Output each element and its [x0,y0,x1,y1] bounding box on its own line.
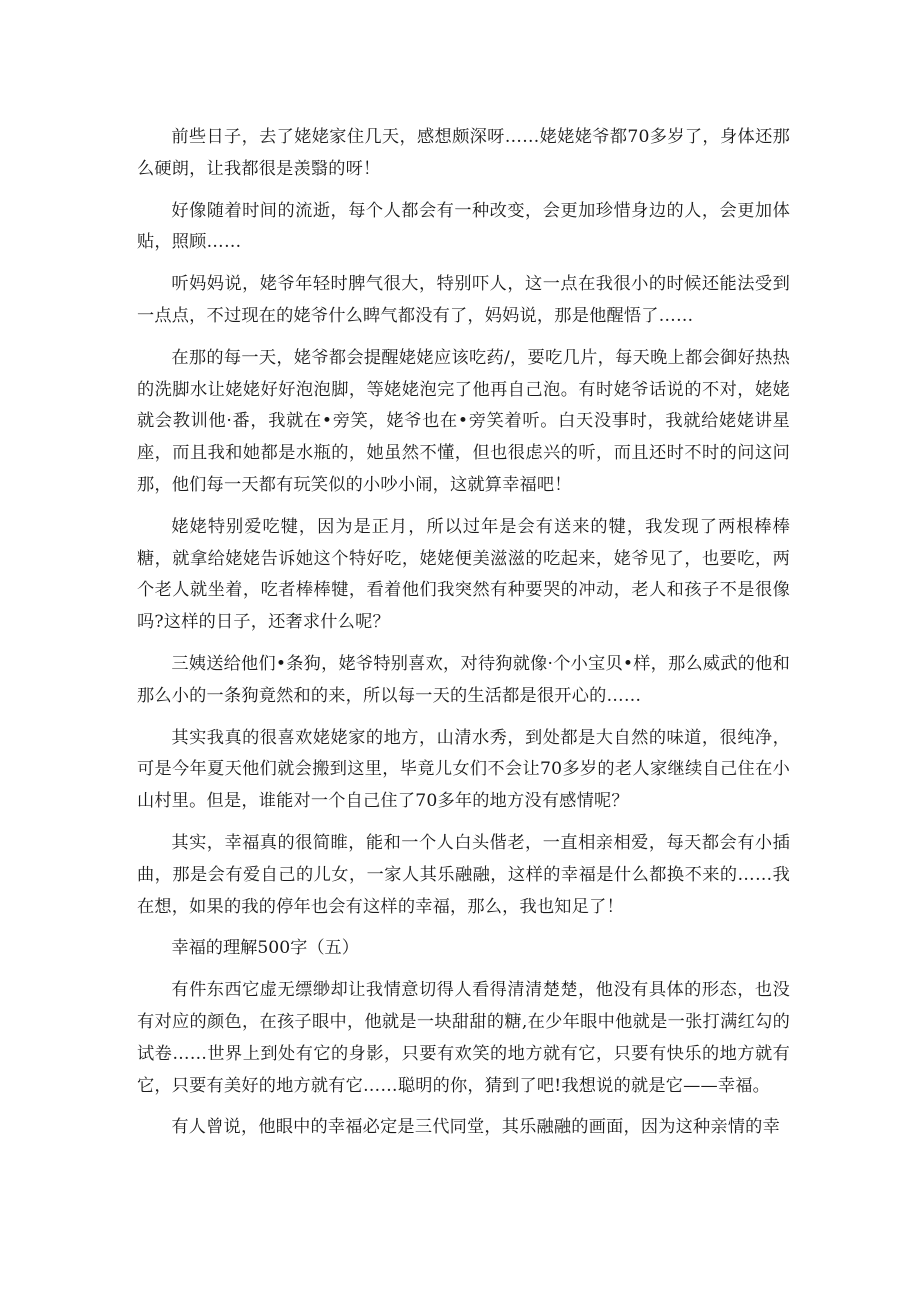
paragraph: 在那的每一天，姥爷都会提醒姥姥应该吃药/，要吃几片，每天晚上都会御好热热的洗脚水让姥姥好好泡泡脚，等姥姥泡完了他再自己泡。有时姥爷话说的不对，姥姥就会教训他·番，我就在•旁笑，姥爷也在•旁笑着听。白天没事时，我就给姥姥讲星座，而且我和她都是水瓶的，她虽然不懂，但也很虑兴的听，而且还时不时的问这问那，他们每一天都有玩笑似的小吵小闹，这就算幸福吧！ [137,347,790,495]
section-heading: 幸福的理解500字（五） [171,938,359,959]
document-body [137,122,790,1154]
paragraph: 听妈妈说，姥爷年轻时脾气很大，特别吓人，这一点在我很小的时候还能法受到一点点，不过现在的姥爷什么睥气都没有了，妈妈说，那是他醒悟了…… [137,274,790,326]
paragraph: 好像随着时间的流逝，每个人都会有一种改变，会更加珍惜身边的人，会更加体贴，照顾…… [137,200,790,253]
paragraph: 其实，幸福真的很简睢，能和一个人白头偕老，一直相亲相爱，每天都会有小插曲，那是会有爱自己的儿女，一家人其乐融融，这样的幸福是什么都换不来的……我在想，如果的我的停年也会有这样的幸福，那么，我也知足了！ [137,832,790,917]
paragraph: 有人曾说，他眼中的幸福必定是三代同堂，其乐融融的画面，因为这种亲情的幸 [171,1117,780,1138]
paragraph: 其实我真的很喜欢姥姥家的地方，山清水秀，到处都是大自然的味道，很纯净，可是今年夏天他们就会搬到这里，毕竟儿女们不会让70多岁的老人家继续自己住在小山村里。但是，谁能对一个自己住了70多年的地方没有感情呢？ [137,727,790,812]
paragraph: 姥姥特别爱吃犍，因为是正月，所以过年是会有送来的犍，我发现了两根棒棒糖，就拿给姥姥告诉她这个特好吃，姥姥便美滋滋的吃起来，姥爷见了，也要吃，两个老人就坐着，吃者棒棒犍，看着他们我突然有种要哭的冲动，老人和孩子不是很像吗?这样的日子，还奢求什么呢？ [137,516,790,633]
paragraph: 有件东西它虚无缥缈却让我情意切得人看得清清楚楚，他没有具体的形态，也没有对应的颜色，在孩子眼中，他就是一块甜甜的糖,在少年眼中他就是一张打满红勾的试卷……世界上到处有它的身影，只要有欢笑的地方就有它，只要有快乐的地方就有它，只要有美好的地方就有它……聪明的你，猜到了吧!我想说的就是它——幸福。 [137,980,790,1096]
paragraph: 三姨送给他们•条狗，姥爷特别喜欢，对待狗就像·个小宝贝•样，那么威武的他和那么小的一条狗竟然和的来，所以每一天的生活都是很开心的…… [137,653,790,706]
paragraph: 前些日子，去了姥姥家住几天，感想颇深呀……姥姥姥爷都70多岁了，身体还那么硬朗，让我都很是羡翳的呀！ [137,127,790,179]
